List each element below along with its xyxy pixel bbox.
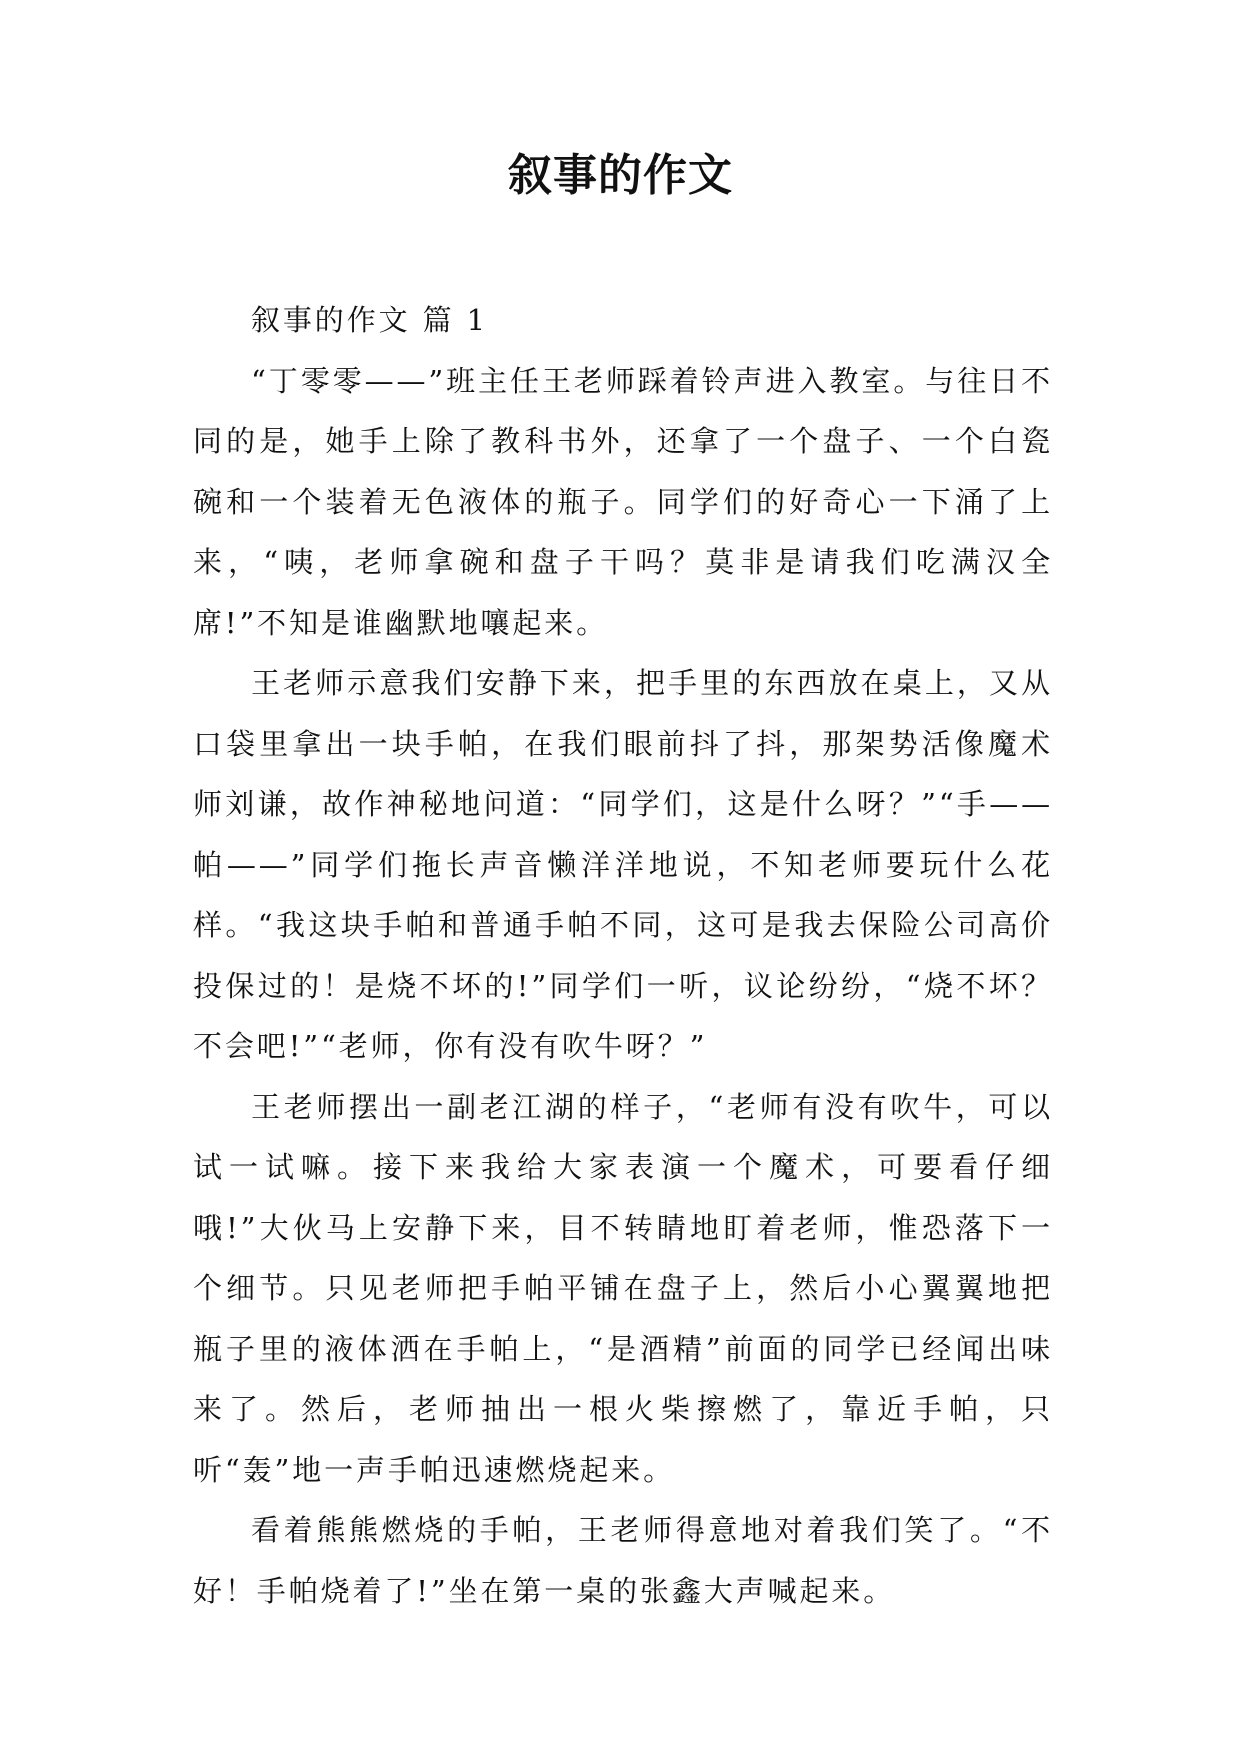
document-title: 叙事的作文: [508, 150, 733, 201]
paragraph-2: 王老师示意我们安静下来，把手里的东西放在桌上，又从口袋里拿出一块手帕，在我们眼前抖了抖，那架势活像魔术师刘谦，故作神秘地问道：“同学们，这是什么呀？”“手——帕——”同学们拖长声音懒洋洋地说，不知老师要玩什么花样。“我这块手帕和普通手帕不同，这可是我去保险公司高价投保过的！是烧不坏的!”同学们一听，议论纷纷，“烧不坏？不会吧!”“老师，你有没有吹牛呀？”: [193, 666, 1053, 1063]
section-heading: 叙事的作文 篇 1: [251, 303, 488, 337]
paragraph-1: “丁零零——”班主任王老师踩着铃声进入教室。与往日不同的是，她手上除了教科书外，还拿了一个盘子、一个白瓷碗和一个装着无色液体的瓶子。同学们的好奇心一下涌了上来，“咦，老师拿碗和盘子干吗？莫非是请我们吃满汉全席!”不知是谁幽默地嚷起来。: [193, 363, 1053, 640]
document-body: [193, 290, 1053, 1621]
paragraph-3: 王老师摆出一副老江湖的样子，“老师有没有吹牛，可以试一试嘛。接下来我给大家表演一个魔术，可要看仔细哦!”大伙马上安静下来，目不转睛地盯着老师，惟恐落下一个细节。只见老师把手帕平铺在盘子上，然后小心翼翼地把瓶子里的液体洒在手帕上，“是酒精”前面的同学已经闻出味来了。然后，老师抽出一根火柴擦燃了，靠近手帕，只听“轰”地一声手帕迅速燃烧起来。: [193, 1089, 1053, 1487]
paragraph-4: 看着熊熊燃烧的手帕，王老师得意地对着我们笑了。“不好！手帕烧着了!”坐在第一桌的张鑫大声喊起来。: [193, 1513, 1053, 1608]
